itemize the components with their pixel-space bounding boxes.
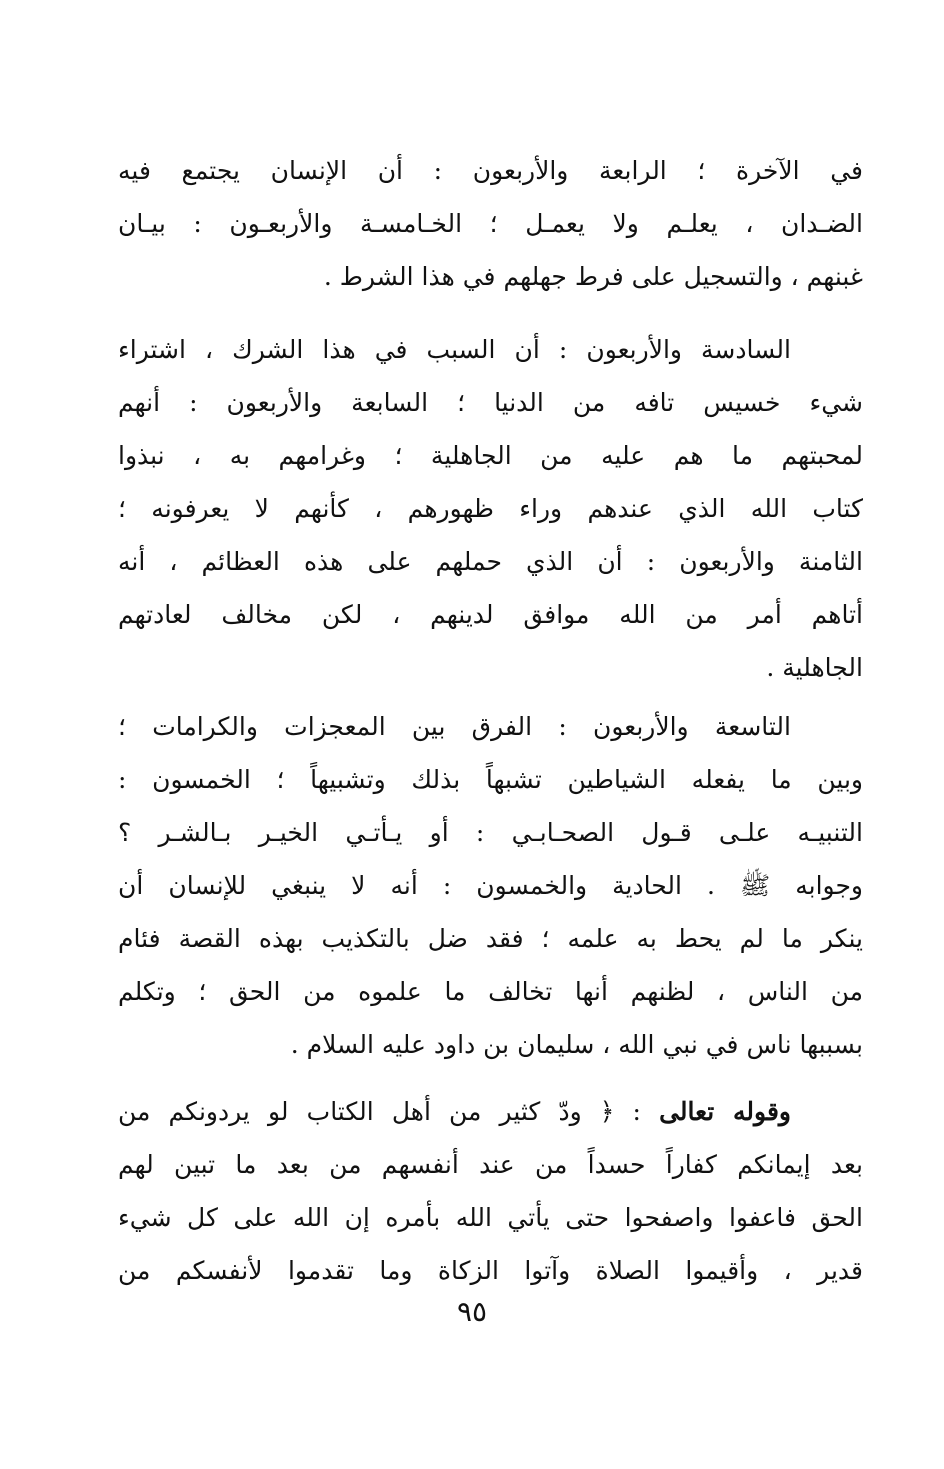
paragraph-line-rest: : ﴿ ودّ كثير من أهل الكتاب لو يردونكم من	[118, 1097, 660, 1126]
paragraph-line: وبين ما يفعله الشياطين تشبهاً بذلك وتشبيهاً ؛ الخمسون :	[118, 765, 863, 794]
paragraph-line: من الناس ، لظنهم أنها تخالف ما علموه من الحق ؛ وتكلم	[118, 977, 863, 1006]
paragraph-line: التنبيـه علـى قـول الصحـابـي : أو يـأتـي الخيـر بـالشـر ؟	[118, 818, 863, 847]
page-number: ٩٥	[456, 1295, 488, 1328]
bold-lead: وقوله تعالى	[659, 1097, 791, 1126]
paragraph-line: التاسعة والأربعون : الفرق بين المعجزات والكرامات ؛	[118, 712, 791, 741]
paragraph-line: الحق فاعفوا واصفحوا حتى يأتي الله بأمره إن الله على كل شيء	[118, 1203, 863, 1232]
paragraph-line: شيء خسيس تافه من الدنيا ؛ السابعة والأربعون : أنهم	[118, 388, 863, 417]
paragraph-line: وجوابه ﷺ . الحادية والخمسون : أنه لا ينبغي للإنسان أن	[118, 871, 863, 900]
paragraph-line: ينكر ما لم يحط به علمه ؛ فقد ضل بالتكذيب بهذه القصة فئام	[118, 924, 863, 953]
paragraph-3	[118, 700, 863, 1071]
paragraph-line: غبنهم ، والتسجيل على فرط جهلهم في هذا الشرط .	[323, 262, 863, 291]
paragraph-2	[118, 323, 863, 694]
paragraph-line: في الآخرة ؛ الرابعة والأربعون : أن الإنسان يجتمع فيه	[118, 156, 863, 185]
paragraph-4	[118, 1085, 863, 1297]
paragraph-line: الجاهلية .	[766, 653, 863, 682]
paragraph-line	[118, 1085, 863, 1138]
paragraph-line: الضـدان ، يعلـم ولا يعمـل ؛ الخـامسـة والأربعـون : بيـان	[118, 209, 863, 238]
paragraph-line: بسببها ناس في نبي الله ، سليمان بن داود عليه السلام .	[290, 1030, 863, 1059]
paragraph-line: كتاب الله الذي عندهم وراء ظهورهم ، كأنهم لا يعرفونه ؛	[118, 494, 863, 523]
paragraph-line: قدير ، وأقيموا الصلاة وآتوا الزكاة وما تقدموا لأنفسكم من	[118, 1256, 863, 1285]
paragraph-line: أتاهم أمر من الله موافق لدينهم ، لكن مخالف لعادتهم	[118, 600, 863, 629]
paragraph-line: الثامنة والأربعون : أن الذي حملهم على هذه العظائم ، أنه	[118, 547, 863, 576]
paragraph-1	[118, 144, 863, 303]
paragraph-line: لمحبتهم ما هم عليه من الجاهلية ؛ وغرامهم به ، نبذوا	[118, 441, 863, 470]
paragraph-line: بعد إيمانكم كفاراً حسداً من عند أنفسهم من بعد ما تبين لهم	[118, 1150, 863, 1179]
paragraph-line: السادسة والأربعون : أن السبب في هذا الشرك ، اشتراء	[118, 335, 791, 364]
